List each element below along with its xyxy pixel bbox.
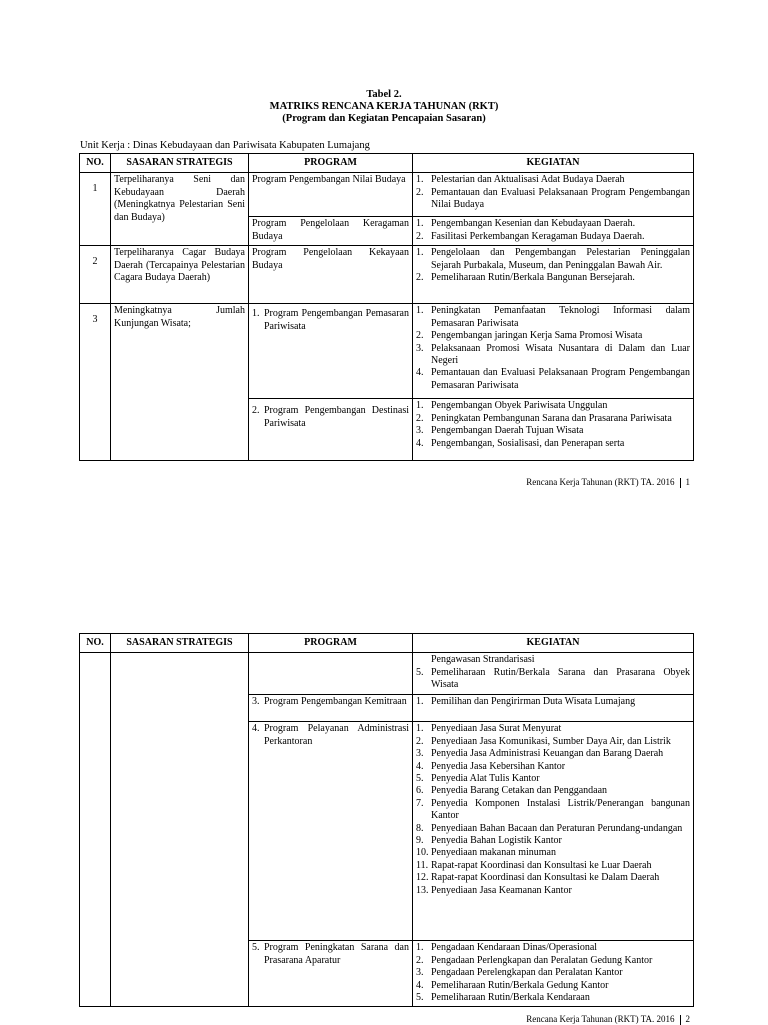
page-title: MATRIKS RENCANA KERJA TAHUNAN (RKT) xyxy=(269,101,499,112)
kegiatan-list xyxy=(416,942,690,1004)
program-cell xyxy=(249,722,413,941)
kegiatan-item: Pengawasan Strandarisasi xyxy=(431,654,535,666)
footer-divider xyxy=(680,1015,681,1025)
kegiatan-cell xyxy=(413,399,694,461)
kegiatan-item: 1. Peningkatan Pemanfaatan Teknologi Informasi dalam Pemasaran Pariwisata xyxy=(416,305,690,329)
kegiatan-item: 2. Fasilitasi Perkembangan Keragaman Budaya Daerah. xyxy=(416,230,645,242)
program-cell xyxy=(249,695,413,722)
kegiatan-item: 13. Penyediaan Jasa Keamanan Kantor xyxy=(416,884,572,896)
program-cell xyxy=(249,653,413,695)
kegiatan-item: 4. Pemeliharaan Rutin/Berkala Gedung Kantor xyxy=(416,979,609,991)
row-number: 3 xyxy=(80,304,111,461)
header-sasaran: SASARAN STRATEGIS xyxy=(111,634,249,653)
header-sasaran: SASARAN STRATEGIS xyxy=(111,154,249,173)
program-name: Program Pengembangan Destinasi Pariwisata xyxy=(264,405,409,429)
kegiatan-item: 10. Penyediaan makanan minuman xyxy=(416,847,556,859)
kegiatan-cell xyxy=(413,246,694,304)
kegiatan-cell xyxy=(413,173,694,217)
program-cell xyxy=(249,304,413,399)
kegiatan-list xyxy=(416,174,690,211)
footer-divider xyxy=(680,478,681,488)
kegiatan-list xyxy=(416,400,690,450)
kegiatan-list xyxy=(416,218,690,243)
table-row xyxy=(80,173,694,217)
sasaran-cell xyxy=(111,653,249,1007)
kegiatan-item: 7. Penyedia Komponen Instalasi Listrik/Penerangan bangunan Kantor xyxy=(416,797,690,822)
program-number: 3. xyxy=(252,696,260,708)
kegiatan-item: 8. Penyediaan Bahan Bacaan dan Peraturan Perundang-undangan xyxy=(416,822,683,834)
header-kegiatan: KEGIATAN xyxy=(413,634,694,653)
page-number: 2 xyxy=(685,1014,690,1024)
kegiatan-cell xyxy=(413,722,694,941)
program-name: Program Pelayanan Administrasi Perkantoran xyxy=(264,723,409,747)
kegiatan-item: 2. Peningkatan Pembangunan Sarana dan Prasarana Pariwisata xyxy=(416,412,672,424)
kegiatan-item: 5. Pemeliharaan Rutin/Berkala Kendaraan xyxy=(416,992,590,1004)
header-no: NO. xyxy=(80,634,111,653)
table-row xyxy=(80,246,694,304)
table-header-row xyxy=(80,154,694,173)
program-name: Program Peningkatan Sarana dan Prasarana Aparatur xyxy=(264,942,409,966)
page-subtitle: (Program dan Kegiatan Pencapaian Sasaran) xyxy=(282,113,486,124)
kegiatan-list xyxy=(416,247,690,284)
kegiatan-item: 2. Pemeliharaan Rutin/Berkala Bangunan Bersejarah. xyxy=(416,272,635,284)
kegiatan-cell xyxy=(413,941,694,1007)
kegiatan-item: 1. Pelestarian dan Aktualisasi Adat Budaya Daerah xyxy=(416,174,625,186)
kegiatan-item: 2. Pengadaan Perlengkapan dan Peralatan Gedung Kantor xyxy=(416,954,653,966)
kegiatan-item: 2. Penyediaan Jasa Komunikasi, Sumber Daya Air, dan Listrik xyxy=(416,735,671,747)
kegiatan-list xyxy=(416,696,690,708)
kegiatan-item: 1. Pengelolaan dan Pengembangan Pelestarian Peninggalan Sejarah Purbakala, Museum, dan Peninggalan Bawah Air. xyxy=(416,247,690,271)
kegiatan-cell xyxy=(413,304,694,399)
header-no: NO. xyxy=(80,154,111,173)
table-header-row xyxy=(80,634,694,653)
rkt-table-page-2 xyxy=(79,633,694,1007)
program-name: Program Pengembangan Pemasaran Pariwisata xyxy=(264,308,409,332)
table-label: Tabel 2. xyxy=(366,89,402,100)
program-name: Program Pengembangan Kemitraan xyxy=(264,696,407,708)
page-number: 1 xyxy=(685,477,690,487)
kegiatan-cell xyxy=(413,695,694,722)
kegiatan-item: 1. Pemilihan dan Pengirirman Duta Wisata Lumajang xyxy=(416,696,636,708)
kegiatan-list xyxy=(416,723,690,897)
kegiatan-item: 1. Pengadaan Kendaraan Dinas/Operasional xyxy=(416,942,598,954)
kegiatan-item: 4. Pengembangan, Sosialisasi, dan Penerapan serta xyxy=(416,437,625,449)
page-footer-2 xyxy=(526,1014,690,1025)
program-cell xyxy=(249,941,413,1007)
table-row xyxy=(80,653,694,695)
program-number: 4. xyxy=(252,723,260,735)
rkt-table-page-1 xyxy=(79,153,694,461)
program-number: 1. xyxy=(252,308,260,320)
kegiatan-item: 3. Pengadaan Perelengkapan dan Peralatan Kantor xyxy=(416,967,623,979)
sasaran-cell: Meningkatnya Jumlah Kunjungan Wisata; xyxy=(111,304,249,461)
footer-text: Rencana Kerja Tahunan (RKT) TA. 2016 xyxy=(526,1014,675,1024)
program-cell: Program Pengelolaan Keragaman Budaya xyxy=(249,217,413,246)
unit-kerja: Unit Kerja : Dinas Kebudayaan dan Pariwisata Kabupaten Lumajang xyxy=(80,140,370,151)
kegiatan-item: 3. Pelaksanaan Promosi Wisata Nusantara di Dalam dan Luar Negeri xyxy=(416,342,690,367)
header-program: PROGRAM xyxy=(249,154,413,173)
kegiatan-cell xyxy=(413,653,694,695)
table-row xyxy=(80,304,694,399)
kegiatan-item: 3. Penyedia Jasa Administrasi Keuangan dan Barang Daerah xyxy=(416,748,664,760)
kegiatan-item: 1. Pengembangan Obyek Pariwisata Unggulan xyxy=(416,400,608,412)
header-kegiatan: KEGIATAN xyxy=(413,154,694,173)
kegiatan-item: 2. Pemantauan dan Evaluasi Pelaksanaan Program Pengembangan Nilai Budaya xyxy=(416,186,690,211)
kegiatan-item: 5. Penyedia Alat Tulis Kantor xyxy=(416,773,540,785)
kegiatan-item: Pemeliharaan Rutin/Berkala Sarana dan Prasarana Obyek Wisata xyxy=(431,666,690,691)
sasaran-cell: Terpeliharanya Cagar Budaya Daerah (Tercapainya Pelestarian Cagara Budaya Daerah) xyxy=(111,246,249,304)
kegiatan-item: 9. Penyedia Bahan Logistik Kantor xyxy=(416,835,562,847)
page-footer-1 xyxy=(526,477,690,488)
kegiatan-item: 6. Penyedia Barang Cetakan dan Penggandaan xyxy=(416,785,608,797)
row-number: 1 xyxy=(80,173,111,246)
program-cell xyxy=(249,399,413,461)
kegiatan-list xyxy=(416,305,690,392)
kegiatan-item: 1. Pengembangan Kesenian dan Kebudayaan Daerah. xyxy=(416,218,636,230)
program-cell: Program Pengelolaan Kekayaan Budaya xyxy=(249,246,413,304)
kegiatan-item: 1. Penyediaan Jasa Surat Menyurat xyxy=(416,723,562,735)
sasaran-cell: Terpeliharanya Seni dan Kebudayaan Daerah (Meningkatnya Pelestarian Seni dan Budaya) xyxy=(111,173,249,246)
kegiatan-list: Pengawasan Strandarisasi 5. Pemeliharaan Rutin/Berkala Sarana dan Prasarana Obyek Wisata xyxy=(416,654,690,691)
program-number: 2. xyxy=(252,405,260,417)
kegiatan-item: 2. Pengembangan jaringan Kerja Sama Promosi Wisata xyxy=(416,330,643,342)
header-program: PROGRAM xyxy=(249,634,413,653)
kegiatan-item: 4. Pemantauan dan Evaluasi Pelaksanaan Program Pengembangan Pemasaran Pariwisata xyxy=(416,367,690,391)
program-cell: Program Pengembangan Nilai Budaya xyxy=(249,173,413,217)
kegiatan-item: 11. Rapat-rapat Koordinasi dan Konsultasi ke Luar Daerah xyxy=(416,859,652,871)
kegiatan-item: 3. Pengembangan Daerah Tujuan Wisata xyxy=(416,425,584,437)
kegiatan-item: 12. Rapat-rapat Koordinasi dan Konsultasi ke Dalam Daerah xyxy=(416,872,660,884)
row-number: 2 xyxy=(80,246,111,304)
program-number: 5. xyxy=(252,942,260,954)
kegiatan-cell xyxy=(413,217,694,246)
kegiatan-item: 4. Penyedia Jasa Kebersihan Kantor xyxy=(416,760,566,772)
row-number xyxy=(80,653,111,1007)
footer-text: Rencana Kerja Tahunan (RKT) TA. 2016 xyxy=(526,477,675,487)
